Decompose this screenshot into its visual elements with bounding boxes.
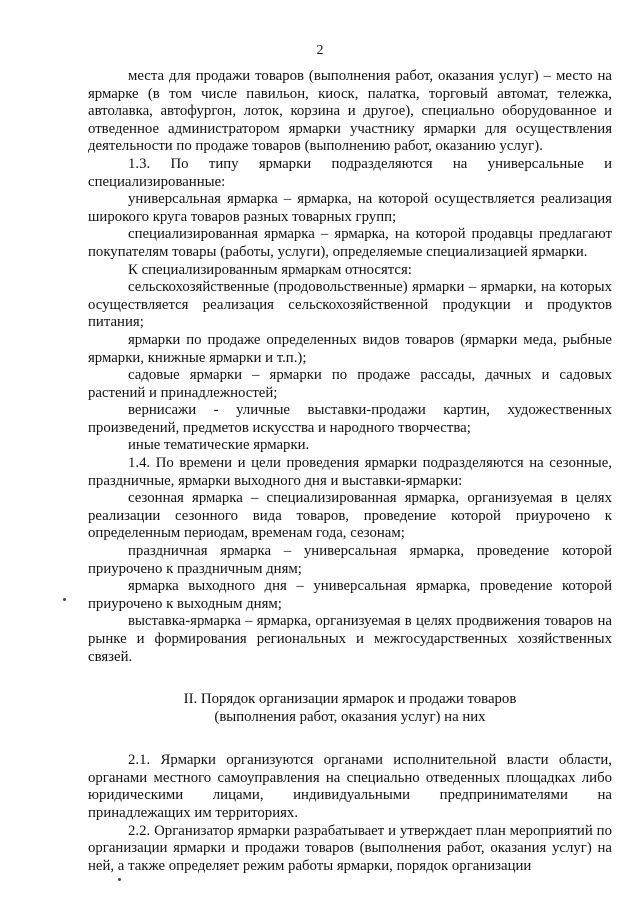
paragraph: 1.4. По времени и цели проведения ярмарки подразделяются на сезонные, праздничные, ярмарки выходного дня и выставки-ярмарки: <box>88 455 612 489</box>
page-number: 2 <box>316 43 324 58</box>
paragraph: ярмарка выходного дня – универсальная ярмарка, проведение которой приурочено к выходным дням; <box>88 578 612 612</box>
paragraph: 1.3. По типу ярмарки подразделяются на универсальные и специализированные: <box>88 155 612 190</box>
section-heading <box>88 690 612 726</box>
scan-speck <box>63 598 66 601</box>
scan-speck <box>118 878 121 881</box>
paragraph: садовые ярмарки – ярмарки по продаже рассады, дачных и садовых растений и принадлежностей; <box>88 367 612 401</box>
paragraph: 2.2. Организатор ярмарки разрабатывает и утверждает план мероприятий по организации ярмарки и продажи товаров (выполнения работ, оказания услуг) на ней, а также определяет режим работы ярмарки, порядок организации <box>88 822 612 874</box>
paragraph: вернисажи - уличные выставки-продажи картин, художественных произведений, предметов искусства и народного творчества; <box>88 402 612 436</box>
paragraph: места для продажи товаров (выполнения работ, оказания услуг) – место на ярмарке (в том числе павильон, киоск, палатка, торговый автомат, тележка, автолавка, автофургон, лоток, корзина и другое), специально оборудованное и отведенное администратором ярмарки участнику ярмарки для осуществления деятельности по продаже товаров (выполнению работ, оказанию услуг). <box>88 68 612 155</box>
paragraph: К специализированным ярмаркам относятся: <box>128 261 412 278</box>
section-heading-line: (выполнения работ, оказания услуг) на них <box>214 709 486 726</box>
paragraph: специализированная ярмарка – ярмарка, на которой продавцы предлагают покупателям товары (работы, услуги), определяемые специализацией ярмарки. <box>88 226 612 260</box>
document-body <box>88 68 612 875</box>
paragraph: сезонная ярмарка – специализированная ярмарка, организуемая в целях реализации сезонного вида товаров, проведение которой приурочено к определенным периодам, временам года, сезонам; <box>88 490 612 542</box>
paragraph: сельскохозяйственные (продовольственные) ярмарки – ярмарки, на которых осуществляется реализация сельскохозяйственной продукции и продуктов питания; <box>88 279 612 331</box>
paragraph: выставка-ярмарка – ярмарка, организуемая в целях продвижения товаров на рынке и формирования региональных и межгосударственных хозяйственных связей. <box>88 613 612 665</box>
paragraph: 2.1. Ярмарки организуются органами исполнительной власти области, органами местного самоуправления на специально отведенных площадках либо юридическими лицами, индивидуальными предпринимателями на принадлежащих им территориях. <box>88 752 612 821</box>
paragraph: универсальная ярмарка – ярмарка, на которой осуществляется реализация широкого круга товаров разных товарных групп; <box>88 191 612 225</box>
paragraph: ярмарки по продаже определенных видов товаров (ярмарки меда, рыбные ярмарки, книжные ярмарки и т.п.); <box>88 331 612 366</box>
paragraph: иные тематические ярмарки. <box>128 437 310 454</box>
paragraph: праздничная ярмарка – универсальная ярмарка, проведение которой приурочено к праздничным дням; <box>88 543 612 577</box>
section-heading-line: II. Порядок организации ярмарок и продажи товаров <box>183 691 517 708</box>
